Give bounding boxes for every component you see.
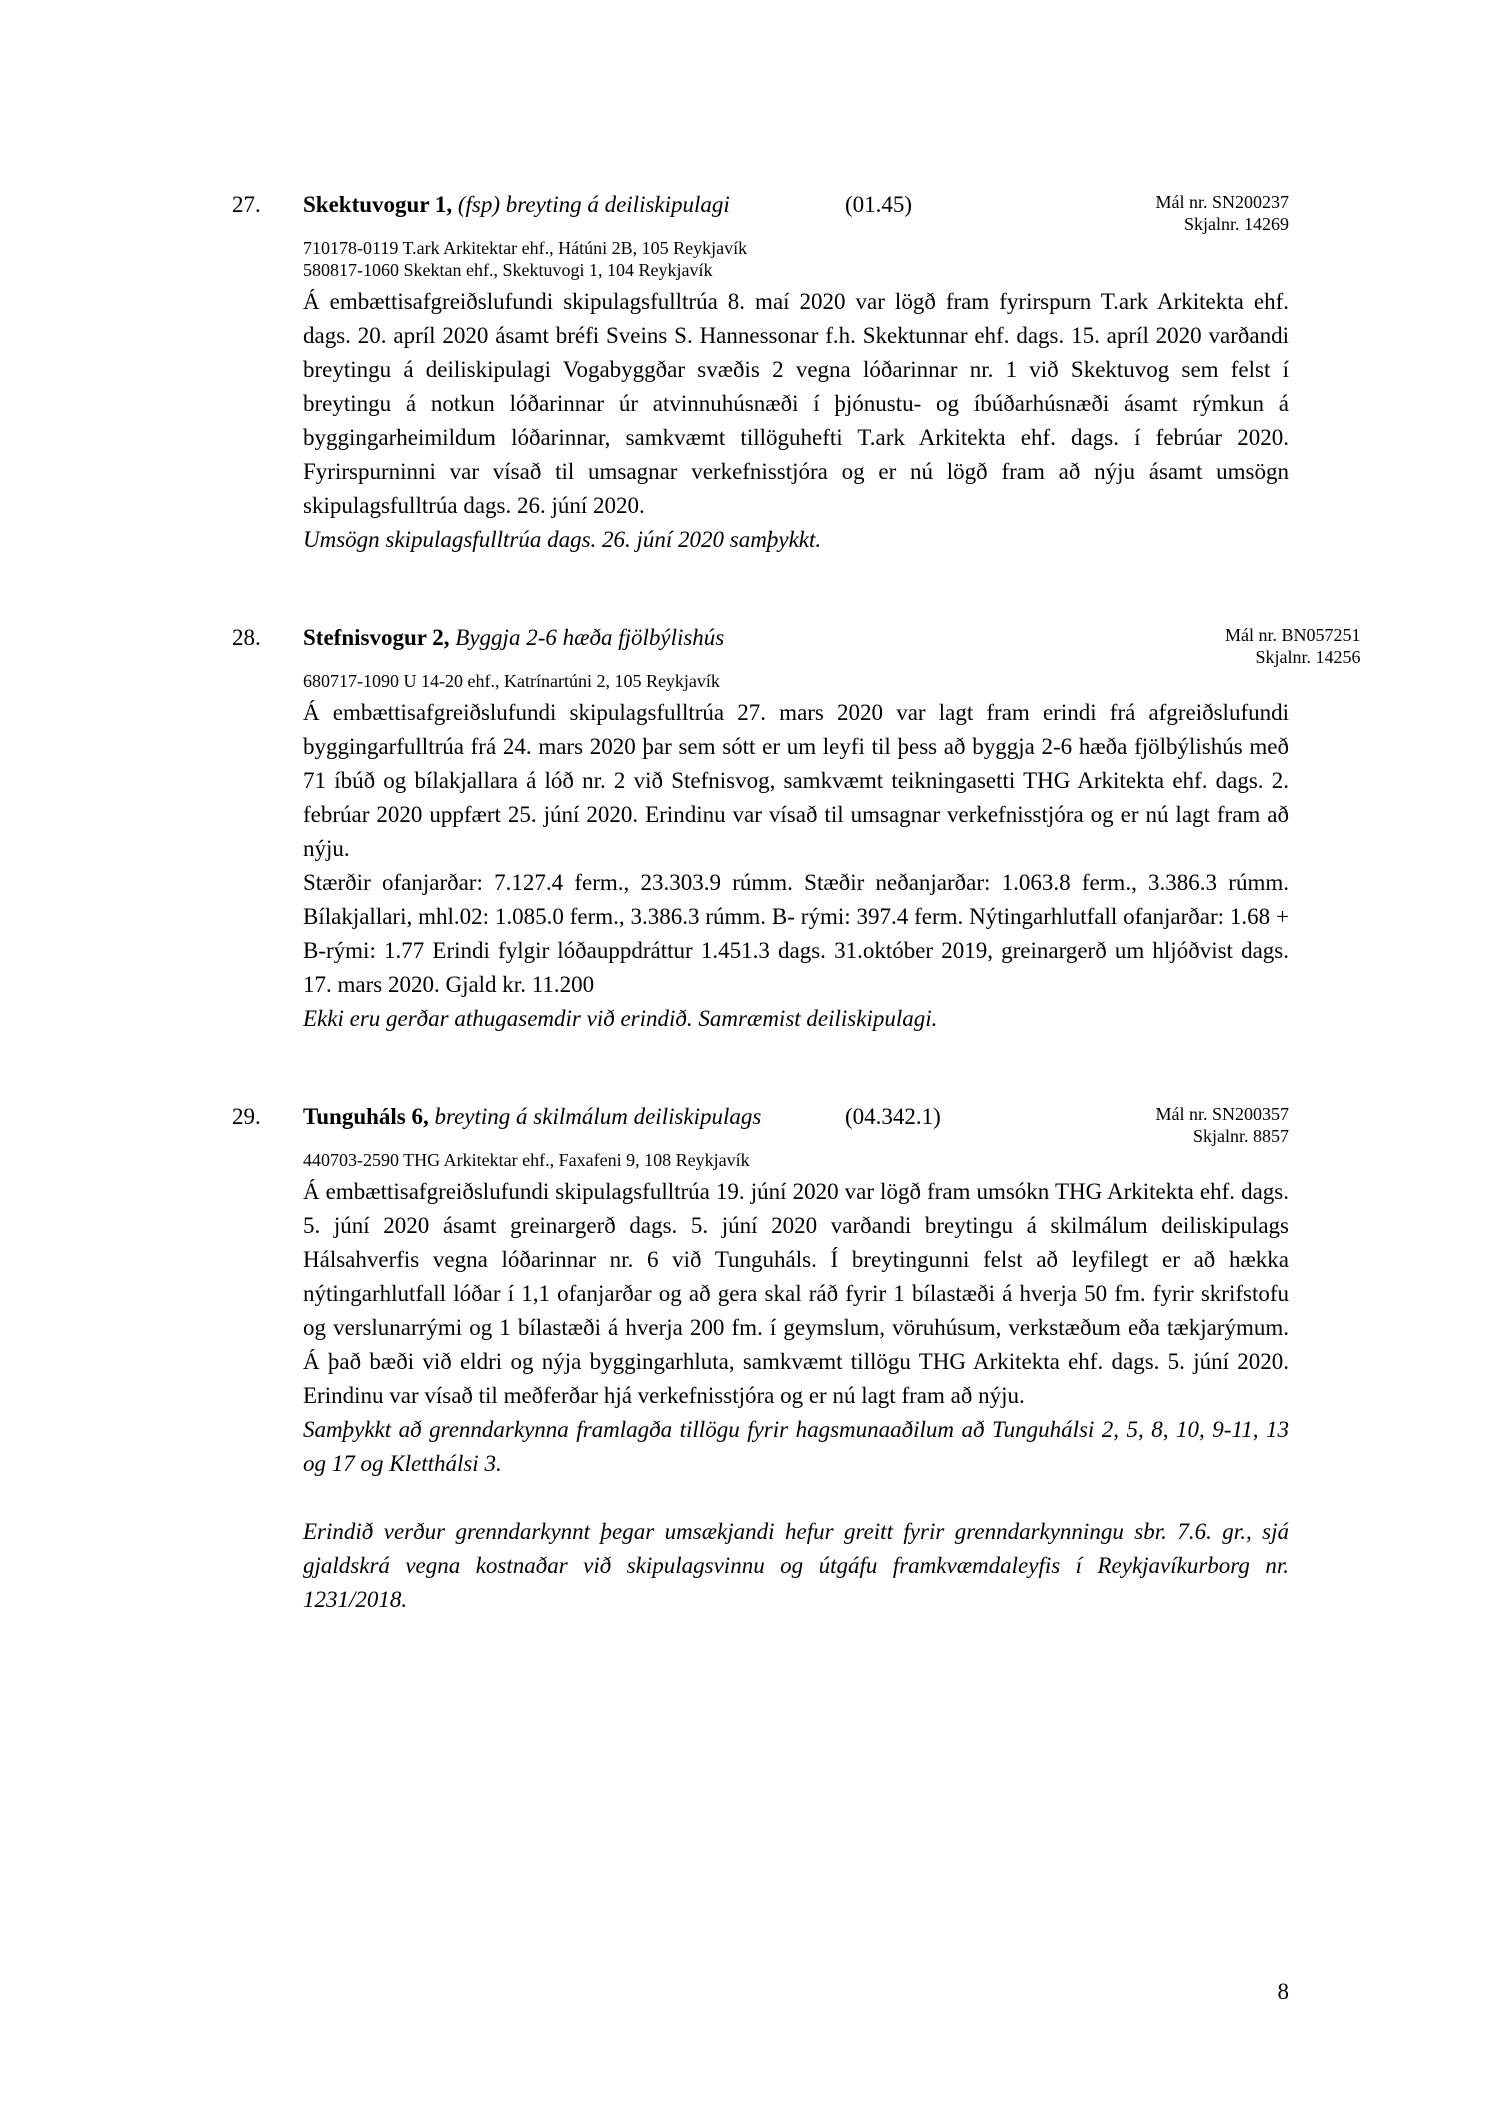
- document-number: Skjalnr. 8857: [1192, 1126, 1289, 1146]
- case-number: Mál nr. BN057251: [1225, 625, 1361, 645]
- item-title-address: Skektuvogur 1,: [303, 192, 453, 217]
- case-number: Mál nr. SN200357: [1155, 1104, 1289, 1124]
- item-header: [303, 1100, 1289, 1147]
- item-body-paragraph: Á embættisafgreiðslufundi skipulagsfulltrúa 27. mars 2020 var lagt fram erindi frá afgreiðslufundi byggingarfulltrúa frá 24. mars 2020 þar sem sótt er um leyfi til þess að byggja 2-6 hæða fjölbýlishús með 71 íbúð og bílakjallara á lóð nr. 2 við Stefnisvog, samkvæmt teikningasetti THG Arkitekta ehf. dags. 2. febrúar 2020 uppfært 25. júní 2020. Erindinu var vísað til umsagnar verkefnisstjóra og er nú lagt fram að nýju.: [303, 700, 1289, 861]
- party-line: 680717-1090 U 14-20 ehf., Katrínartúni 2, 105 Reykjavík: [303, 671, 720, 691]
- party-list: [303, 237, 1289, 281]
- document-number: Skjalnr. 14269: [1183, 214, 1289, 234]
- item-decision: Umsögn skipulagsfulltrúa dags. 26. júní 2020 samþykkt.: [303, 527, 822, 552]
- item-content: [303, 188, 1289, 557]
- item-body-paragraph: Á embættisafgreiðslufundi skipulagsfulltrúa 19. júní 2020 var lögð fram umsókn THG Arkitekta ehf. dags. 5. júní 2020 ásamt greinargerð dags. 5. júní 2020 varðandi breytingu á skilmálum deiliskipulags Hálsahverfis vegna lóðarinnar nr. 6 við Tunguháls. Í breytingunni felst að leyfilegt er að hækka nýtingarhlutfall lóðar í 1,1 ofanjarðar og að gera skal ráð fyrir 1 bílastæði á hverja 50 fm. fyrir skrifstofu og verslunarrými og 1 bílastæði á hverja 200 fm. í geymslum, vöruhúsum, verkstæðum eða tækjarýmum. Á það bæði við eldri og nýja byggingarhluta, samkvæmt tillögu THG Arkitekta ehf. dags. 5. júní 2020. Erindinu var vísað til meðferðar hjá verkefnisstjóra og er nú lagt fram að nýju.: [303, 1179, 1289, 1408]
- item-title: [303, 188, 773, 222]
- case-reference: [1225, 621, 1361, 668]
- item-title-subject: breyting á skilmálum deiliskipulags: [434, 1104, 762, 1129]
- agenda-item-27: [232, 188, 1289, 557]
- agenda-item-29: [232, 1100, 1289, 1617]
- item-title: [303, 1100, 773, 1134]
- item-decision: Ekki eru gerðar athugasemdir við erindið. Samræmist deiliskipulagi.: [303, 1006, 938, 1031]
- item-area-code: (01.45): [845, 192, 913, 217]
- item-title-address: Tunguháls 6,: [303, 1104, 429, 1129]
- party-line: 710178-0119 T.ark Arkitektar ehf., Hátúni 2B, 105 Reykjavík: [303, 238, 748, 258]
- case-reference: [995, 1100, 1289, 1147]
- item-number: 28.: [232, 625, 261, 650]
- party-line: 440703-2590 THG Arkitektar ehf., Faxafeni 9, 108 Reykjavík: [303, 1150, 750, 1170]
- page-number: 8: [1277, 1979, 1289, 2004]
- document-number: Skjalnr. 14256: [1255, 647, 1361, 667]
- item-header: [303, 621, 1361, 668]
- item-content: [303, 1100, 1289, 1617]
- item-header: [303, 188, 1289, 235]
- item-number: 27.: [232, 192, 261, 217]
- item-area-code: (04.342.1): [845, 1104, 941, 1129]
- item-decision: Samþykkt að grenndarkynna framlagða tillögu fyrir hagsmunaaðilum að Tunguhálsi 2, 5, 8, 10, 9-11, 13 og 17 og Kletthálsi 3.: [303, 1417, 1289, 1476]
- party-line: 580817-1060 Skektan ehf., Skektuvogi 1, 104 Reykjavík: [303, 260, 713, 280]
- party-list: [303, 1149, 1289, 1171]
- item-title-subject: Byggja 2-6 hæða fjölbýlishús: [455, 625, 725, 650]
- item-body-paragraph: Stærðir ofanjarðar: 7.127.4 ferm., 23.303.9 rúmm. Stæðir neðanjarðar: 1.063.8 ferm., 3.386.3 rúmm. Bílakjallari, mhl.02: 1.085.0 ferm., 3.386.3 rúmm. B- rými: 397.4 ferm. Nýtingarhlutfall ofanjarðar: 1.68 + B-rými: 1.77 Erindi fylgir lóðauppdráttur 1.451.3 dags. 31.október 2019, greinargerð um hljóðvist dags. 17. mars 2020. Gjald kr. 11.200: [303, 870, 1289, 997]
- item-content: [303, 621, 1361, 1036]
- item-title-address: Stefnisvogur 2,: [303, 625, 450, 650]
- item-title: [303, 621, 1003, 655]
- item-number: 29.: [232, 1104, 261, 1129]
- agenda-item-28: [232, 621, 1361, 1036]
- item-title-subject: (fsp) breyting á deiliskipulagi: [457, 192, 730, 217]
- item-body-paragraph: Á embættisafgreiðslufundi skipulagsfulltrúa 8. maí 2020 var lögð fram fyrirspurn T.ark Arkitekta ehf. dags. 20. apríl 2020 ásamt bréfi Sveins S. Hannessonar f.h. Skektunnar ehf. dags. 15. apríl 2020 varðandi breytingu á deiliskipulagi Vogabyggðar svæðis 2 vegna lóðarinnar nr. 1 við Skektuvog sem felst í breytingu á notkun lóðarinnar úr atvinnuhúsnæði í þjónustu- og íbúðarhúsnæði ásamt rýmkun á byggingarheimildum lóðarinnar, samkvæmt tillöguhefti T.ark Arkitekta ehf. dags. í febrúar 2020. Fyrirspurninni var vísað til umsagnar verkefnisstjóra og er nú lögð fram að nýju ásamt umsögn skipulagsfulltrúa dags. 26. júní 2020.: [303, 289, 1289, 518]
- case-reference: [995, 188, 1289, 235]
- case-number: Mál nr. SN200237: [1155, 192, 1289, 212]
- party-list: [303, 670, 1289, 692]
- item-decision: Erindið verður grenndarkynnt þegar umsækjandi hefur greitt fyrir grenndarkynningu sbr. 7.6. gr., sjá gjaldskrá vegna kostnaðar við skipulagsvinnu og útgáfu framkvæmdaleyfis í Reykjavíkurborg nr. 1231/2018.: [303, 1519, 1289, 1612]
